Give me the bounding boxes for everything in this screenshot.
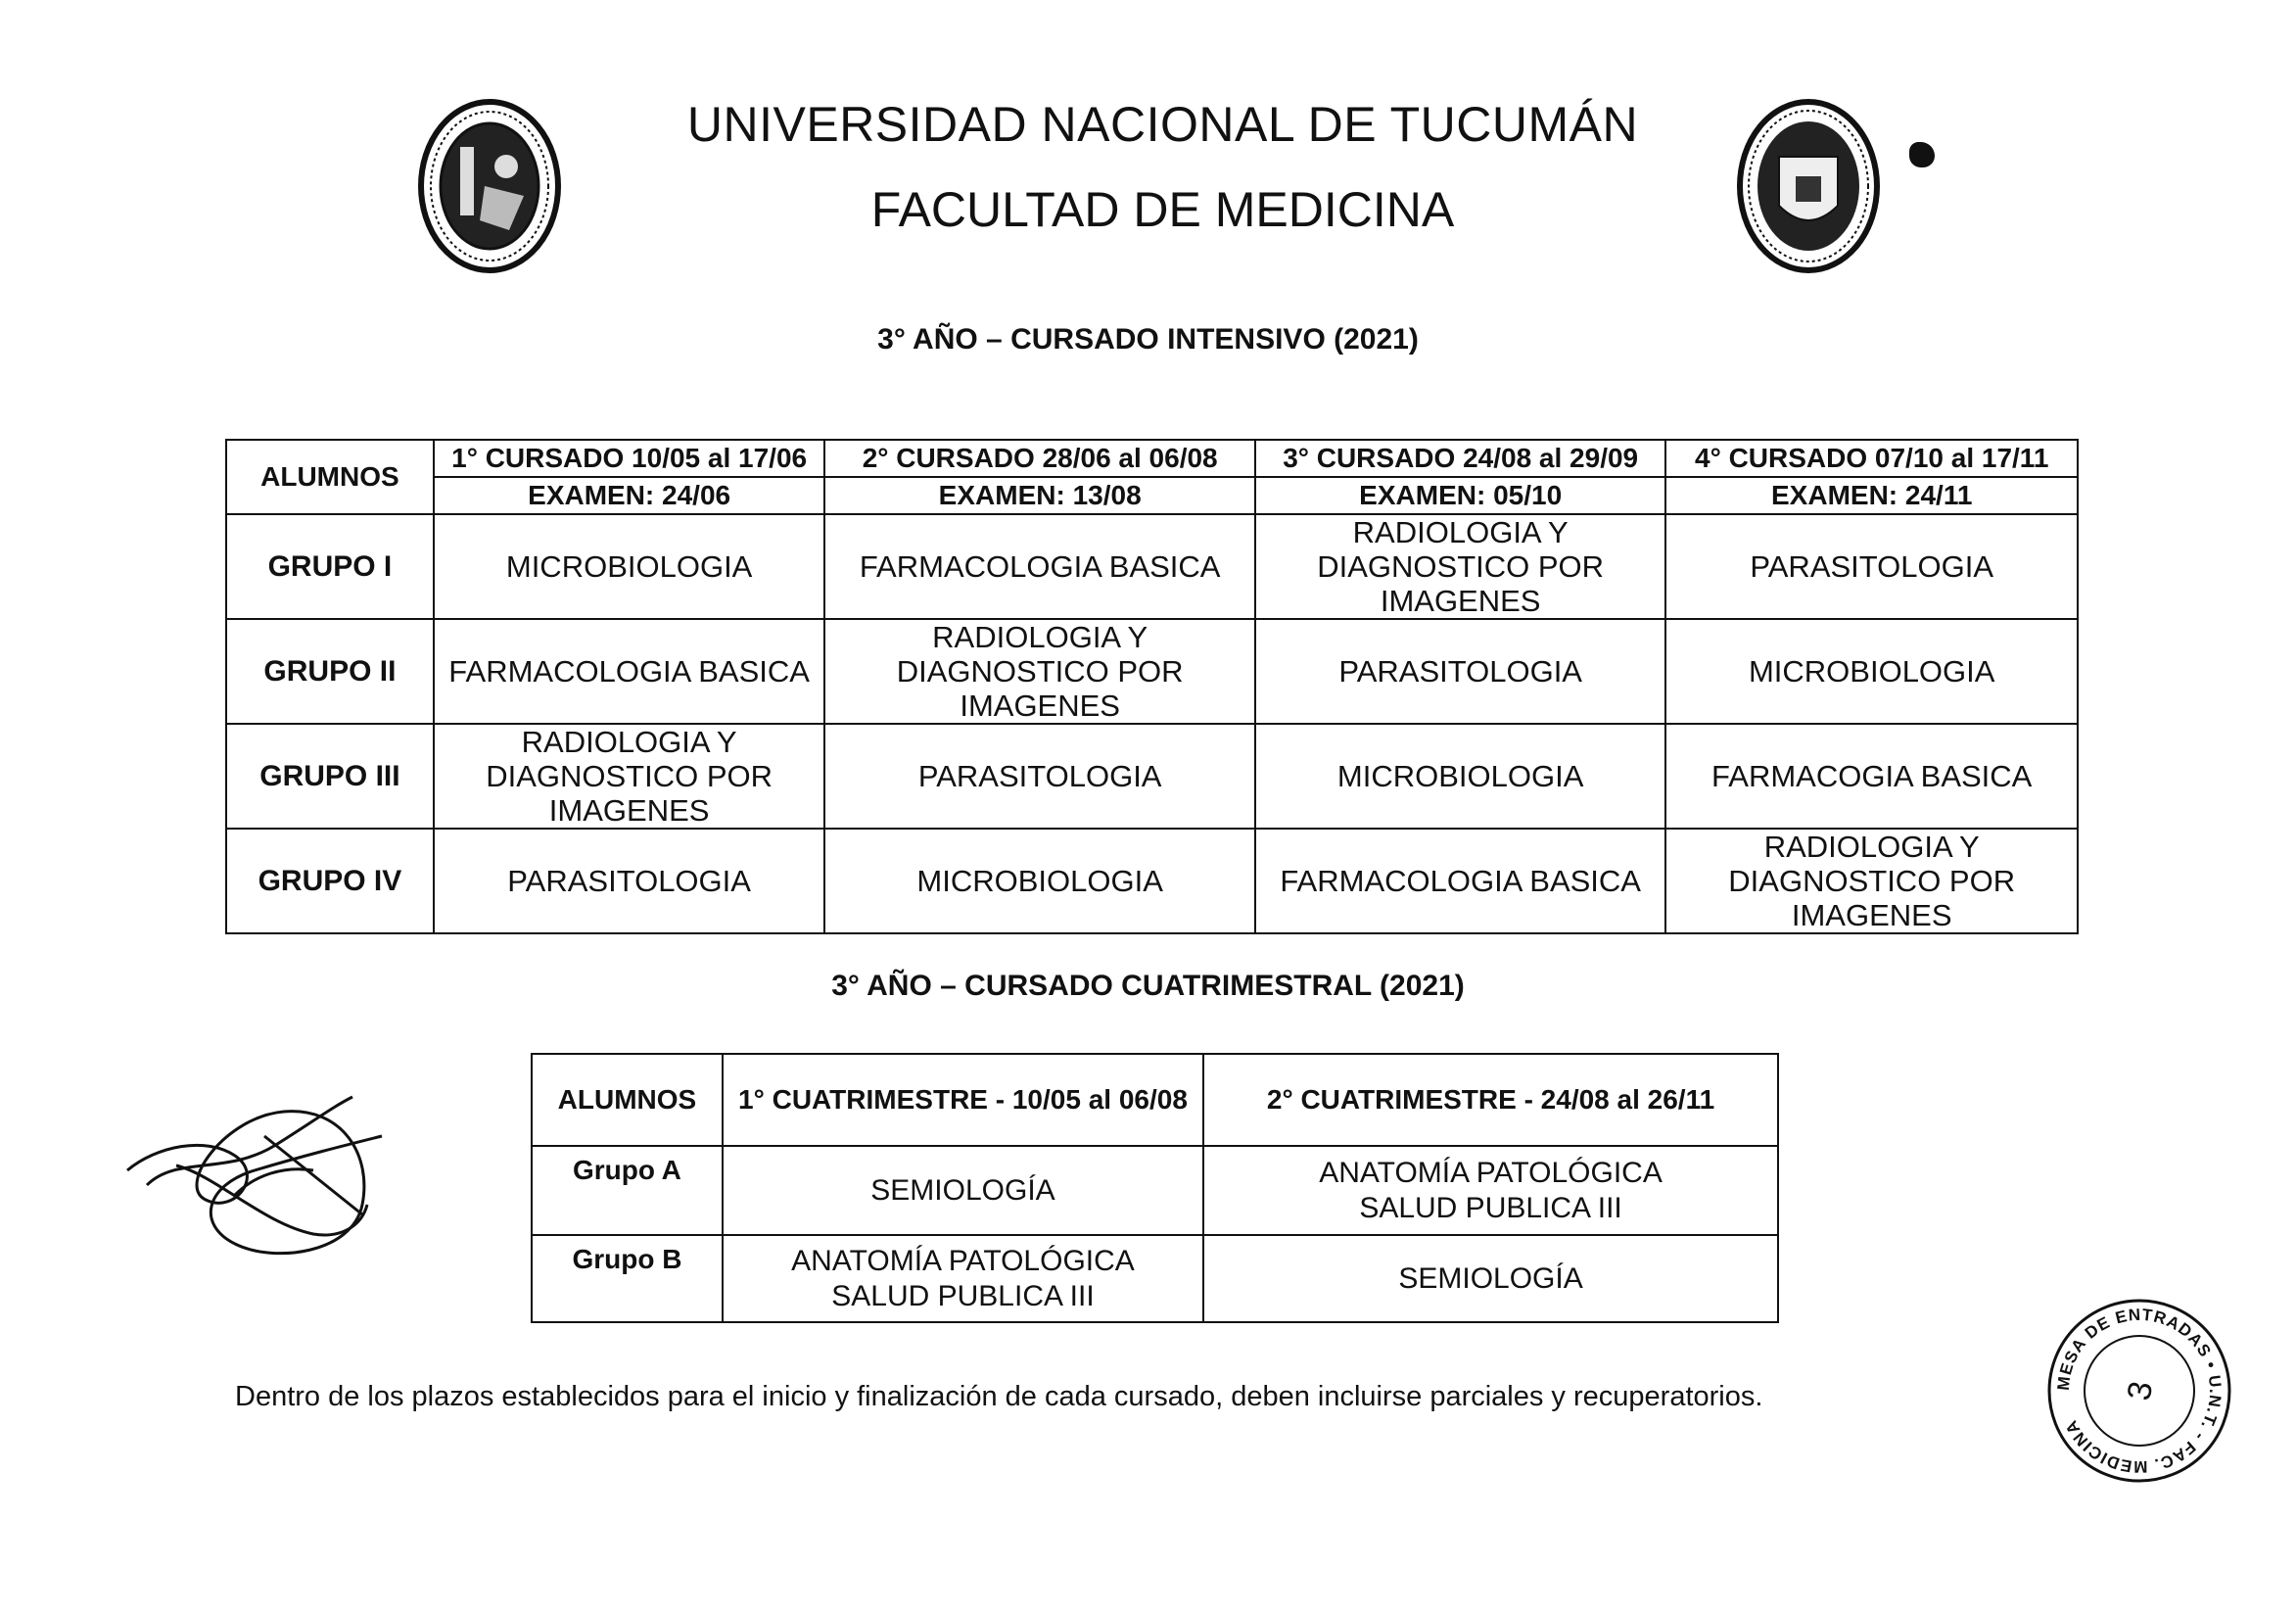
period-header: 4° CURSADO 07/10 al 17/11 bbox=[1665, 440, 2078, 477]
subject-cell: PARASITOLOGIA bbox=[1665, 514, 2078, 619]
subject-cell: ANATOMÍA PATOLÓGICA SALUD PUBLICA III bbox=[1203, 1146, 1778, 1235]
quarterly-schedule-table bbox=[531, 1053, 1779, 1323]
table-row bbox=[226, 829, 2078, 933]
subject-cell: FARMACOLOGIA BASICA bbox=[434, 619, 825, 724]
subject-cell: MICROBIOLOGIA bbox=[1255, 724, 1666, 829]
group-label: Grupo B bbox=[532, 1235, 723, 1322]
period-header: 3° CURSADO 24/08 al 29/09 bbox=[1255, 440, 1666, 477]
exam-date: EXAMEN: 05/10 bbox=[1255, 477, 1666, 514]
subject-cell: MICROBIOLOGIA bbox=[824, 829, 1254, 933]
stamp-number: 3 bbox=[2120, 1378, 2161, 1403]
period-header: 2° CUATRIMESTRE - 24/08 al 26/11 bbox=[1203, 1054, 1778, 1146]
group-label: GRUPO I bbox=[226, 514, 434, 619]
exam-date: EXAMEN: 13/08 bbox=[824, 477, 1254, 514]
subject-cell: ANATOMÍA PATOLÓGICA SALUD PUBLICA III bbox=[723, 1235, 1203, 1322]
group-label: Grupo A bbox=[532, 1146, 723, 1235]
subject-cell: PARASITOLOGIA bbox=[1255, 619, 1666, 724]
exam-date: EXAMEN: 24/06 bbox=[434, 477, 825, 514]
university-title: UNIVERSIDAD NACIONAL DE TUCUMÁN bbox=[686, 97, 1639, 152]
subject-cell: PARASITOLOGIA bbox=[824, 724, 1254, 829]
group-label: GRUPO III bbox=[226, 724, 434, 829]
period-header: 1° CUATRIMESTRE - 10/05 al 06/08 bbox=[723, 1054, 1203, 1146]
table-row bbox=[226, 724, 2078, 829]
subject-cell: FARMACOLOGIA BASICA bbox=[1255, 829, 1666, 933]
header-alumnos: ALUMNOS bbox=[532, 1054, 723, 1146]
section1-title: 3° AÑO – CURSADO INTENSIVO (2021) bbox=[877, 323, 1419, 356]
handwritten-signature bbox=[117, 1077, 401, 1273]
subject-cell: RADIOLOGIA Y DIAGNOSTICO POR IMAGENES bbox=[824, 619, 1254, 724]
subject-cell: SEMIOLOGÍA bbox=[723, 1146, 1203, 1235]
subject-cell: FARMACOLOGIA BASICA bbox=[824, 514, 1254, 619]
group-label: GRUPO IV bbox=[226, 829, 434, 933]
header-alumnos: ALUMNOS bbox=[226, 440, 434, 514]
exam-date: EXAMEN: 24/11 bbox=[1665, 477, 2078, 514]
period-header: 1° CURSADO 10/05 al 17/06 bbox=[434, 440, 825, 477]
stamp-ring-text: MESA DE ENTRADAS • U.N.T. - FAC. MEDICINA bbox=[2053, 1305, 2226, 1477]
period-header: 2° CURSADO 28/06 al 06/08 bbox=[824, 440, 1254, 477]
table-row bbox=[226, 514, 2078, 619]
subject-cell: RADIOLOGIA Y DIAGNOSTICO POR IMAGENES bbox=[434, 724, 825, 829]
intensive-schedule-table bbox=[225, 439, 2079, 934]
subject-cell: MICROBIOLOGIA bbox=[434, 514, 825, 619]
subject-cell: SEMIOLOGÍA bbox=[1203, 1235, 1778, 1322]
subject-cell: RADIOLOGIA Y DIAGNOSTICO POR IMAGENES bbox=[1665, 829, 2078, 933]
table-row bbox=[532, 1235, 1778, 1322]
section2-title: 3° AÑO – CURSADO CUATRIMESTRAL (2021) bbox=[831, 970, 1465, 1002]
mesa-de-entradas-stamp bbox=[2041, 1293, 2237, 1489]
footer-note: Dentro de los plazos establecidos para el inicio y finalización de cada cursado, deben incluirse parciales y recuperatorios. bbox=[235, 1381, 1763, 1412]
subject-cell: RADIOLOGIA Y DIAGNOSTICO POR IMAGENES bbox=[1255, 514, 1666, 619]
table-row bbox=[532, 1146, 1778, 1235]
table-row bbox=[226, 619, 2078, 724]
subject-cell: FARMACOGIA BASICA bbox=[1665, 724, 2078, 829]
faculty-title: FACULTAD DE MEDICINA bbox=[870, 182, 1455, 237]
subject-cell: MICROBIOLOGIA bbox=[1665, 619, 2078, 724]
subject-cell: PARASITOLOGIA bbox=[434, 829, 825, 933]
group-label: GRUPO II bbox=[226, 619, 434, 724]
